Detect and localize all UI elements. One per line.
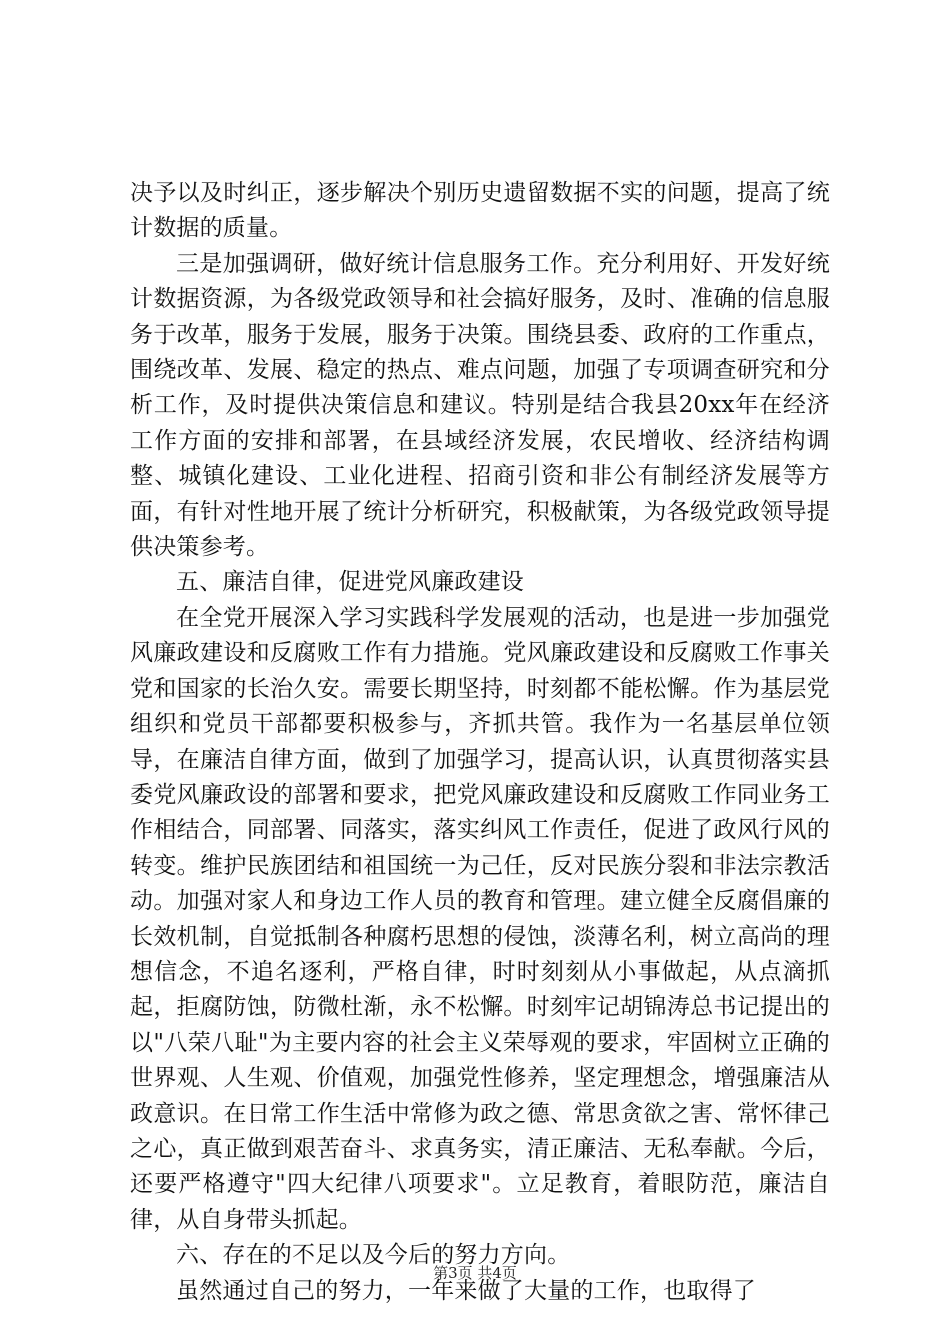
paragraph-4: 虽然通过自己的努力，一年来做了大量的工作，也取得了 [176, 1277, 756, 1304]
page-footer: 第3页 共4页 [433, 1264, 517, 1282]
section-heading-6: 六、存在的不足以及今后的努力方向。 [176, 1242, 571, 1269]
paragraph-3: 在全党开展深入学习实践科学发展观的活动，也是进一步加强党风廉政建设和反腐败工作有力措施。党风廉政建设和反腐败工作事关党和国家的长治久安。需要长期坚持，时刻都不能松懈。作为基层党组织和党员干部都要积极参与，齐抓共管。我作为一名基层单位领导，在廉洁自律方面，做到了加强学习，提高认识，认真贯彻落实县委党风廉政设的部署和要求，把党风廉政建设和反腐败工作同业务工作相结合，同部署、同落实，落实纠风工作责任，促进了政风行风的转变。维护民族团结和祖国统一为己任，反对民族分裂和非法宗教活动。加强对家人和身边工作人员的教育和管理。建立健全反腐倡廉的长效机制，自觉抵制各种腐朽思想的侵蚀，淡薄名利，树立高尚的理想信念，不追名逐利，严格自律，时时刻刻从小事做起，从点滴抓起，拒腐防蚀，防微杜渐，永不松懈。时刻牢记胡锦涛总书记提出的以"八荣八耻"为主要内容的社会主义荣辱观的要求，牢固树立正确的世界观、人生观、价值观，加强党性修养，坚定理想念，增强廉洁从政意识。在日常工作生活中常修为政之德、常思贪欲之害、常怀律己之心，真正做到艰苦奋斗、求真务实，清正廉洁、无私奉献。今后，还要严格遵守"四大纪律八项要求"。立足教育，着眼防范，廉洁自律，从自身带头抓起。 [130, 604, 830, 1233]
paragraph-1: 决予以及时纠正，逐步解决个别历史遗留数据不实的问题，提高了统计数据的质量。 [130, 180, 830, 242]
section-heading-5: 五、廉洁自律，促进党风廉政建设 [176, 569, 524, 596]
paragraph-2: 三是加强调研，做好统计信息服务工作。充分利用好、开发好统计数据资源，为各级党政领导和社会搞好服务，及时、准确的信息服务于改革，服务于发展，服务于决策。围绕县委、政府的工作重点，围绕改革、发展、稳定的热点、难点问题，加强了专项调查研究和分析工作，及时提供决策信息和建议。特别是结合我县20xx年在经济工作方面的安排和部署，在县域经济发展，农民增收、经济结构调整、城镇化建设、工业化进程、招商引资和非公有制经济发展等方面，有针对性地开展了统计分析研究，积极献策，为各级党政领导提供决策参考。 [130, 250, 830, 561]
document-body [130, 176, 830, 1309]
